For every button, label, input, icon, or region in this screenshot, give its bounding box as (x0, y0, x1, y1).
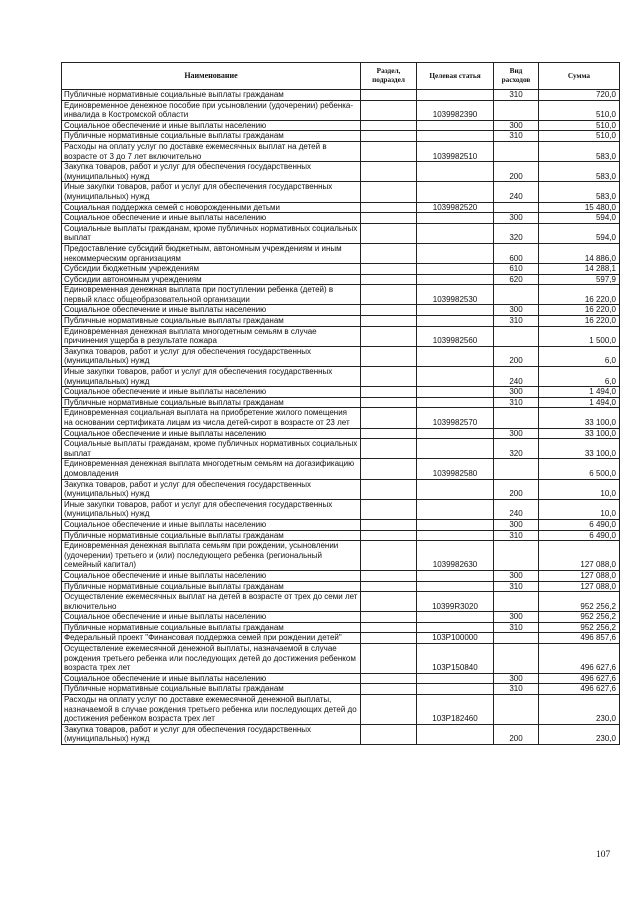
page-number: 107 (596, 850, 611, 860)
cell-name: Публичные нормативные социальные выплаты гражданам (62, 684, 361, 695)
cell-section (361, 397, 417, 408)
cell-sum: 510,0 (539, 131, 620, 142)
cell-type (494, 695, 539, 725)
table-row (62, 316, 620, 327)
cell-section (361, 570, 417, 581)
cell-sum: 16 220,0 (539, 285, 620, 305)
cell-type: 300 (494, 305, 539, 316)
table-row (62, 633, 620, 644)
column-header-section: Раздел, подраздел (361, 63, 417, 90)
cell-target (417, 428, 494, 439)
table-row (62, 100, 620, 120)
cell-name: Социальное обеспечение и иные выплаты населению (62, 673, 361, 684)
cell-name: Единовременная социальная выплата на приобретение жилого помещения на основании сертификата лицам из числа детей-сирот в возрасте от 23 лет (62, 408, 361, 428)
cell-target (417, 243, 494, 263)
cell-section (361, 428, 417, 439)
cell-section (361, 100, 417, 120)
table-row (62, 346, 620, 366)
cell-target (417, 223, 494, 243)
cell-section (361, 213, 417, 224)
cell-sum: 14 886,0 (539, 243, 620, 263)
cell-section (361, 243, 417, 263)
table-row (62, 695, 620, 725)
cell-sum: 720,0 (539, 90, 620, 101)
cell-sum: 16 220,0 (539, 316, 620, 327)
table-row (62, 326, 620, 346)
cell-name: Федеральный проект "Финансовая поддержка семей при рождении детей" (62, 633, 361, 644)
cell-target (417, 213, 494, 224)
cell-target (417, 684, 494, 695)
cell-name: Закупка товаров, работ и услуг для обеспечения государственных (муниципальных) нужд (62, 346, 361, 366)
cell-target (417, 724, 494, 744)
cell-name: Субсидии бюджетным учреждениям (62, 264, 361, 275)
cell-target (417, 264, 494, 275)
cell-target: 1039982630 (417, 541, 494, 571)
cell-type: 310 (494, 131, 539, 142)
table-row (62, 530, 620, 541)
cell-sum: 6 490,0 (539, 519, 620, 530)
cell-name: Единовременная денежная выплата многодетным семьям в случае причинения ущерба в результате пожара (62, 326, 361, 346)
cell-type: 310 (494, 90, 539, 101)
cell-type: 610 (494, 264, 539, 275)
cell-section (361, 592, 417, 612)
cell-section (361, 673, 417, 684)
cell-name: Расходы на оплату услуг по доставке ежемесячных выплат на детей в возрасте от 3 до 7 лет включительно (62, 141, 361, 161)
cell-sum: 583,0 (539, 182, 620, 202)
cell-name: Иные закупки товаров, работ и услуг для обеспечения государственных (муниципальных) нужд (62, 367, 361, 387)
cell-section (361, 439, 417, 459)
cell-type: 310 (494, 397, 539, 408)
cell-target (417, 673, 494, 684)
cell-target (417, 162, 494, 182)
cell-sum: 230,0 (539, 724, 620, 744)
cell-name: Публичные нормативные социальные выплаты гражданам (62, 530, 361, 541)
cell-target (417, 439, 494, 459)
cell-name: Расходы на оплату услуг по доставке ежемесячной денежной выплаты, назначаемой в случае рождения третьего ребенка или последующих детей до достижения ребенком возраста трех лет (62, 695, 361, 725)
cell-type (494, 285, 539, 305)
cell-target (417, 131, 494, 142)
cell-sum: 14 288,1 (539, 264, 620, 275)
cell-target: 1039982520 (417, 202, 494, 213)
cell-type: 200 (494, 346, 539, 366)
cell-name: Закупка товаров, работ и услуг для обеспечения государственных (муниципальных) нужд (62, 479, 361, 499)
cell-section (361, 479, 417, 499)
cell-sum: 952 256,2 (539, 622, 620, 633)
table-row (62, 202, 620, 213)
cell-target (417, 346, 494, 366)
cell-type (494, 202, 539, 213)
cell-name: Закупка товаров, работ и услуг для обеспечения государственных (муниципальных) нужд (62, 162, 361, 182)
cell-type (494, 459, 539, 479)
budget-table (61, 62, 620, 745)
cell-type: 620 (494, 274, 539, 285)
cell-name: Социальные выплаты гражданам, кроме публичных нормативных социальных выплат (62, 439, 361, 459)
cell-section (361, 90, 417, 101)
cell-sum: 583,0 (539, 162, 620, 182)
cell-target (417, 499, 494, 519)
cell-type: 310 (494, 684, 539, 695)
cell-name: Единовременная денежная выплата многодетным семьям на догазификацию домовладения (62, 459, 361, 479)
table-row (62, 570, 620, 581)
cell-sum: 1 500,0 (539, 326, 620, 346)
cell-sum: 127 088,0 (539, 581, 620, 592)
cell-name: Социальное обеспечение и иные выплаты населению (62, 570, 361, 581)
cell-target (417, 367, 494, 387)
cell-name: Осуществление ежемесячной денежной выплаты, назначаемой в случае рождения третьего ребенка или последующих детей до достижения ребенком возраста трех лет (62, 644, 361, 674)
table-row (62, 592, 620, 612)
table-row (62, 367, 620, 387)
cell-target (417, 612, 494, 623)
cell-target (417, 479, 494, 499)
cell-target: 1039982390 (417, 100, 494, 120)
cell-name: Социальное обеспечение и иные выплаты населению (62, 519, 361, 530)
cell-sum: 510,0 (539, 120, 620, 131)
table-row (62, 213, 620, 224)
cell-target (417, 581, 494, 592)
cell-type (494, 326, 539, 346)
cell-sum: 33 100,0 (539, 428, 620, 439)
cell-type: 300 (494, 673, 539, 684)
table-row (62, 622, 620, 633)
table-row (62, 120, 620, 131)
cell-section (361, 223, 417, 243)
cell-target: 1039982560 (417, 326, 494, 346)
cell-sum: 10,0 (539, 499, 620, 519)
cell-target (417, 519, 494, 530)
cell-section (361, 633, 417, 644)
cell-type: 300 (494, 213, 539, 224)
table-row (62, 541, 620, 571)
cell-target: 1039982530 (417, 285, 494, 305)
cell-type (494, 592, 539, 612)
cell-name: Социальные выплаты гражданам, кроме публичных нормативных социальных выплат (62, 223, 361, 243)
cell-section (361, 612, 417, 623)
cell-section (361, 581, 417, 592)
cell-sum: 594,0 (539, 223, 620, 243)
cell-section (361, 264, 417, 275)
cell-sum: 127 088,0 (539, 570, 620, 581)
cell-name: Публичные нормативные социальные выплаты гражданам (62, 581, 361, 592)
cell-section (361, 131, 417, 142)
cell-name: Осуществление ежемесячных выплат на детей в возрасте от трех до семи лет включительно (62, 592, 361, 612)
cell-name: Предоставление субсидий бюджетным, автономным учреждениям и иным некоммерческим организациям (62, 243, 361, 263)
cell-sum: 496 627,6 (539, 644, 620, 674)
cell-type: 310 (494, 622, 539, 633)
cell-section (361, 695, 417, 725)
table-row (62, 581, 620, 592)
cell-sum: 496 627,6 (539, 673, 620, 684)
table-row (62, 684, 620, 695)
cell-sum: 510,0 (539, 100, 620, 120)
table-row (62, 285, 620, 305)
cell-type: 300 (494, 612, 539, 623)
column-header-sum: Сумма (539, 63, 620, 90)
cell-type: 200 (494, 162, 539, 182)
cell-target (417, 570, 494, 581)
cell-sum: 16 220,0 (539, 305, 620, 316)
cell-name: Публичные нормативные социальные выплаты гражданам (62, 397, 361, 408)
cell-target (417, 120, 494, 131)
column-header-type: Вид расходов (494, 63, 539, 90)
cell-type (494, 644, 539, 674)
cell-sum: 1 494,0 (539, 387, 620, 398)
table-row (62, 162, 620, 182)
cell-section (361, 408, 417, 428)
table-row (62, 479, 620, 499)
cell-name: Субсидии автономным учреждениям (62, 274, 361, 285)
table-row (62, 90, 620, 101)
cell-section (361, 285, 417, 305)
cell-target (417, 397, 494, 408)
table-row (62, 724, 620, 744)
table-row (62, 519, 620, 530)
column-header-name: Наименование (62, 63, 361, 90)
cell-name: Иные закупки товаров, работ и услуг для обеспечения государственных (муниципальных) нужд (62, 499, 361, 519)
table-row (62, 673, 620, 684)
table-row (62, 131, 620, 142)
cell-sum: 594,0 (539, 213, 620, 224)
cell-sum: 6,0 (539, 367, 620, 387)
cell-name: Социальное обеспечение и иные выплаты населению (62, 305, 361, 316)
table-header-row (62, 63, 620, 90)
table-row (62, 397, 620, 408)
cell-sum: 6,0 (539, 346, 620, 366)
cell-type: 310 (494, 581, 539, 592)
cell-type: 300 (494, 570, 539, 581)
cell-target: 1039982580 (417, 459, 494, 479)
cell-sum: 33 100,0 (539, 408, 620, 428)
cell-name: Социальное обеспечение и иные выплаты населению (62, 387, 361, 398)
table-row (62, 274, 620, 285)
cell-section (361, 541, 417, 571)
cell-sum: 15 480,0 (539, 202, 620, 213)
cell-target (417, 622, 494, 633)
table-row (62, 408, 620, 428)
cell-type: 240 (494, 499, 539, 519)
cell-section (361, 326, 417, 346)
cell-name: Социальное обеспечение и иные выплаты населению (62, 428, 361, 439)
cell-target: 1039982510 (417, 141, 494, 161)
table-row (62, 428, 620, 439)
cell-type: 600 (494, 243, 539, 263)
cell-type: 300 (494, 519, 539, 530)
cell-name: Единовременная денежная выплата при поступлении ребенка (детей) в первый класс общеобразовательной организации (62, 285, 361, 305)
cell-type: 310 (494, 530, 539, 541)
cell-target: 103P100000 (417, 633, 494, 644)
cell-type: 300 (494, 120, 539, 131)
cell-sum: 230,0 (539, 695, 620, 725)
cell-type (494, 141, 539, 161)
cell-target: 10399R3020 (417, 592, 494, 612)
cell-section (361, 162, 417, 182)
cell-section (361, 499, 417, 519)
cell-sum: 597,9 (539, 274, 620, 285)
cell-name: Иные закупки товаров, работ и услуг для обеспечения государственных (муниципальных) нужд (62, 182, 361, 202)
cell-target (417, 305, 494, 316)
cell-section (361, 367, 417, 387)
cell-name: Публичные нормативные социальные выплаты гражданам (62, 90, 361, 101)
cell-sum: 952 256,2 (539, 592, 620, 612)
cell-name: Публичные нормативные социальные выплаты гражданам (62, 316, 361, 327)
table-row (62, 459, 620, 479)
cell-type: 240 (494, 182, 539, 202)
table-row (62, 141, 620, 161)
cell-target (417, 274, 494, 285)
cell-type: 320 (494, 439, 539, 459)
column-header-target: Целевая статья (417, 63, 494, 90)
cell-type (494, 541, 539, 571)
cell-type: 300 (494, 387, 539, 398)
cell-type (494, 633, 539, 644)
table-row (62, 499, 620, 519)
table-row (62, 644, 620, 674)
cell-type (494, 100, 539, 120)
table-row (62, 243, 620, 263)
cell-target (417, 182, 494, 202)
cell-sum: 583,0 (539, 141, 620, 161)
cell-section (361, 202, 417, 213)
cell-section (361, 724, 417, 744)
cell-section (361, 182, 417, 202)
cell-name: Социальное обеспечение и иные выплаты населению (62, 213, 361, 224)
cell-sum: 952 256,2 (539, 612, 620, 623)
cell-name: Закупка товаров, работ и услуг для обеспечения государственных (муниципальных) нужд (62, 724, 361, 744)
cell-type (494, 408, 539, 428)
cell-sum: 496 627,6 (539, 684, 620, 695)
cell-section (361, 684, 417, 695)
cell-name: Публичные нормативные социальные выплаты гражданам (62, 131, 361, 142)
cell-target (417, 90, 494, 101)
cell-section (361, 305, 417, 316)
cell-section (361, 120, 417, 131)
table-row (62, 223, 620, 243)
cell-type: 320 (494, 223, 539, 243)
cell-section (361, 346, 417, 366)
table-body (62, 90, 620, 745)
table-row (62, 182, 620, 202)
cell-sum: 127 088,0 (539, 541, 620, 571)
cell-target: 103P182460 (417, 695, 494, 725)
cell-section (361, 316, 417, 327)
cell-sum: 496 857,6 (539, 633, 620, 644)
cell-sum: 10,0 (539, 479, 620, 499)
table-row (62, 264, 620, 275)
cell-section (361, 387, 417, 398)
cell-name: Социальная поддержка семей с новорожденными детьми (62, 202, 361, 213)
cell-target: 1039982570 (417, 408, 494, 428)
cell-section (361, 644, 417, 674)
cell-sum: 1 494,0 (539, 397, 620, 408)
cell-target: 103P150840 (417, 644, 494, 674)
cell-type: 200 (494, 479, 539, 499)
cell-type: 300 (494, 428, 539, 439)
cell-sum: 33 100,0 (539, 439, 620, 459)
cell-section (361, 622, 417, 633)
table-row (62, 439, 620, 459)
cell-target (417, 316, 494, 327)
table-row (62, 612, 620, 623)
cell-name: Единовременная денежная выплата семьям при рождении, усыновлении (удочерении) третьего и (или) последующего ребенка (региональный семейный капитал) (62, 541, 361, 571)
cell-type: 310 (494, 316, 539, 327)
cell-section (361, 274, 417, 285)
cell-target (417, 387, 494, 398)
cell-section (361, 459, 417, 479)
cell-type: 200 (494, 724, 539, 744)
cell-name: Публичные нормативные социальные выплаты гражданам (62, 622, 361, 633)
table-row (62, 387, 620, 398)
cell-target (417, 530, 494, 541)
cell-sum: 6 500,0 (539, 459, 620, 479)
cell-sum: 6 490,0 (539, 530, 620, 541)
cell-name: Единовременное денежное пособие при усыновлении (удочерении) ребенка-инвалида в Костромской области (62, 100, 361, 120)
table-row (62, 305, 620, 316)
cell-section (361, 519, 417, 530)
cell-name: Социальное обеспечение и иные выплаты населению (62, 612, 361, 623)
cell-section (361, 141, 417, 161)
cell-type: 240 (494, 367, 539, 387)
cell-name: Социальное обеспечение и иные выплаты населению (62, 120, 361, 131)
cell-section (361, 530, 417, 541)
